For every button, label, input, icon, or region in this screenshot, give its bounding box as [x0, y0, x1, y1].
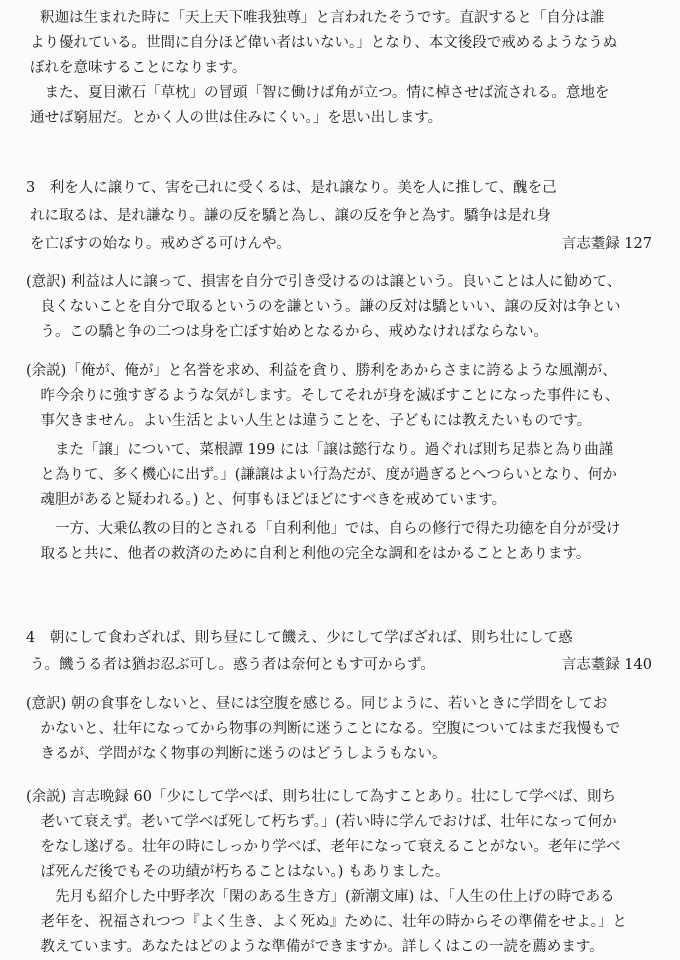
item3-translation-line: (意訳) 利益は人に譲って、損害を自分で引き受けるのは譲という。良いことは人に勧めて、: [26, 274, 622, 290]
intro-line: ぼれを意味することになります。: [30, 60, 247, 76]
item3-comment-line: 取ると共に、他者の救済のために自利と利他の完全な調和をはかることとあります。: [26, 546, 591, 562]
item4-source: 言志耋録 140: [561, 657, 652, 673]
item3-comment-line: 事欠きません。よい生活とよい人生とは違うことを、子どもには教えたいものです。: [26, 413, 592, 429]
item4-comment-line: 教えています。あなたはどのような準備ができますか。詳しくはこの一読を薦めます。: [26, 939, 604, 955]
item3-source: 言志耋録 127: [561, 236, 652, 252]
item3-comment-line: 昨今余りに強すぎるような気がします。そしてそれが身を滅ぼすことになった事件にも、: [26, 388, 620, 404]
item3-translation-line: 良くないことを自分で取るというのを謙という。謙の反対は驕といい、譲の反対は争とい: [26, 299, 621, 315]
item3-comment-line: (余説)「俺が、俺が」と名誉を求め、利益を貪り、勝利をあからさまに誇るような風潮が、: [26, 363, 617, 379]
item3-comment-line: と為りて、多く機心に出ず。」(謙譲はよい行為だが、度が過ぎるとへつらいとなり、何か: [26, 467, 617, 483]
item4-text-line: 4 朝にして食わざれば、則ち昼にして饑え、少にして学ばざれば、則ち壮にして惑: [26, 630, 573, 646]
item4-comment-line: をなし遂げる。壮年の時にしっかり学べば、老年になって衰えることがない。老年に学べ: [26, 839, 621, 855]
item4-comment-line: 老いて衰えず。老いて学べば死して朽ちず。」(若い時に学んでおけば、壮年になって何か: [26, 814, 617, 830]
intro-line: より優れている。世間に自分ほど偉い者はいない。」となり、本文後段で戒めるようなうぬ: [30, 35, 618, 51]
item3-comment-line: 一方、大乗仏教の目的とされる「自利利他」では、自らの修行で得た功徳を自分が受け: [26, 521, 621, 537]
item3-comment-line: 魂胆があると疑われる。) と、何事もほどほどにすべきを戒めています。: [26, 492, 507, 508]
item4-translation-line: かないと、壮年になってから物事の判断に迷うことになる。空腹についてはまだ我慢もで: [26, 721, 621, 737]
intro-line: 通せば窮屈だ。とかく人の世は住みにくい。」を思い出します。: [30, 110, 443, 126]
item3-text-line: を亡ぼすの始なり。戒めざる可けんや。: [30, 236, 291, 252]
item4-translation-line: (意訳) 朝の食事をしないと、昼には空腹を感じる。同じように、若いときに学問をしてお: [26, 696, 608, 712]
item4-comment-line: 先月も紹介した中野孝次「閑のある生き方」(新潮文庫) は、「人生の仕上げの時である: [26, 889, 615, 905]
item4-text-line: う。饑うる者は猶お忍ぶ可し。惑う者は奈何ともす可からず。: [30, 657, 435, 673]
item4-translation-line: きるが、学問がなく物事の判断に迷うのはどうしようもない。: [26, 746, 447, 762]
intro-line: また、夏目漱石「草枕」の冒頭「智に働けば角が立つ。情に棹させば流される。意地を: [30, 85, 610, 101]
item3-text-line: れに取るは、是れ謙なり。謙の反を驕と為し、譲の反を争と為す。驕争は是れ身: [30, 208, 551, 224]
intro-line: 釈迦は生まれた時に「天上天下唯我独尊」と言われたそうです。直訳すると「自分は誰: [40, 10, 605, 26]
item4-comment-line: 老年を、祝福されつつ『よく生き、よく死ぬ』ために、壮年の時からその準備をせよ。」と: [26, 914, 627, 930]
item3-text-line: 3 利を人に譲りて、害を己れに受くるは、是れ譲なり。美を人に推して、醜を己: [26, 180, 557, 196]
item4-comment-line: ば死んだ後でもその功績が朽ちることはない。) もありました。: [26, 864, 450, 880]
item3-translation-line: う。この驕と争の二つは身を亡ぼす始めとなるから、戒めなければならない。: [26, 324, 548, 340]
item3-comment-line: また「譲」について、菜根譚 199 には「譲は懿行なり。過ぐれば則ち足恭と為り曲謹: [26, 442, 614, 458]
item4-comment-line: (余説) 言志晩録 60「少にして学べば、則ち壮にして為すことあり。壮にして学べば、則ち: [26, 789, 616, 805]
